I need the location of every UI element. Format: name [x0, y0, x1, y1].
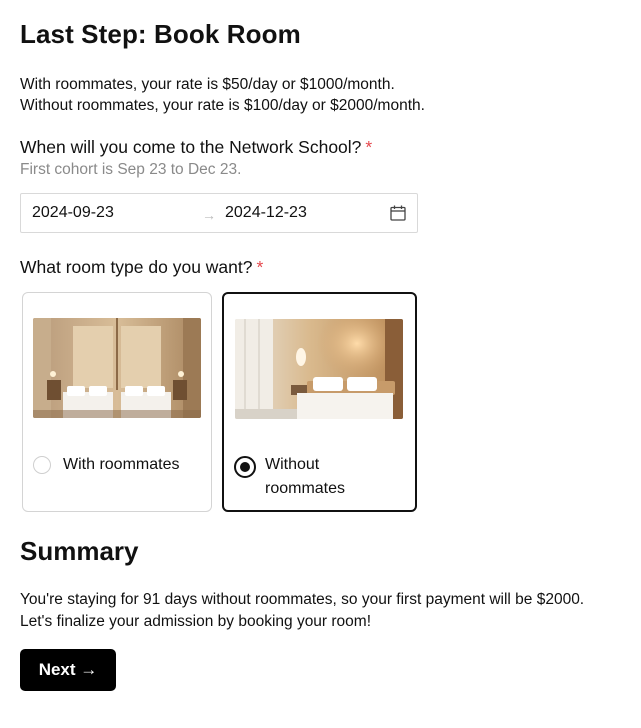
- page-title: Last Step: Book Room: [20, 19, 301, 49]
- required-marker: *: [365, 137, 373, 157]
- radio-with-roommates[interactable]: [33, 456, 51, 474]
- dates-hint: First cohort is Sep 23 to Dec 23.: [20, 161, 242, 178]
- room-question-label: [20, 257, 263, 278]
- summary-title: Summary: [20, 536, 139, 566]
- required-marker: *: [256, 257, 264, 277]
- next-button[interactable]: Next →: [20, 649, 116, 691]
- room-question-text: What room type do you want?: [20, 257, 253, 277]
- twin-beds-room-image: [33, 318, 201, 418]
- rate-without-roommates: Without roommates, your rate is $100/day or $2000/month.: [20, 97, 425, 114]
- radio-without-roommates[interactable]: [234, 456, 256, 478]
- single-bed-room-image: [235, 319, 403, 419]
- dates-question-text: When will you come to the Network School?: [20, 137, 362, 157]
- summary-text: You're staying for 91 days without roommates, so your first payment will be $2000. Let's finalize your admission by booking your room!: [20, 591, 585, 630]
- option-label-with-roommates: With roommates: [63, 456, 180, 473]
- date-range-picker[interactable]: [20, 193, 418, 233]
- rate-with-roommates: With roommates, your rate is $50/day or $1000/month.: [20, 76, 395, 93]
- range-separator: →: [202, 207, 216, 223]
- room-option-without-roommates[interactable]: [222, 292, 417, 512]
- end-date-input[interactable]: [225, 204, 365, 222]
- option-label-without-roommates: Without roommates: [265, 456, 346, 497]
- calendar-icon[interactable]: [389, 204, 407, 222]
- dates-question-label: [20, 137, 372, 158]
- rate-info: [20, 74, 425, 116]
- room-option-with-roommates[interactable]: [22, 292, 212, 512]
- start-date-input[interactable]: [32, 204, 172, 222]
